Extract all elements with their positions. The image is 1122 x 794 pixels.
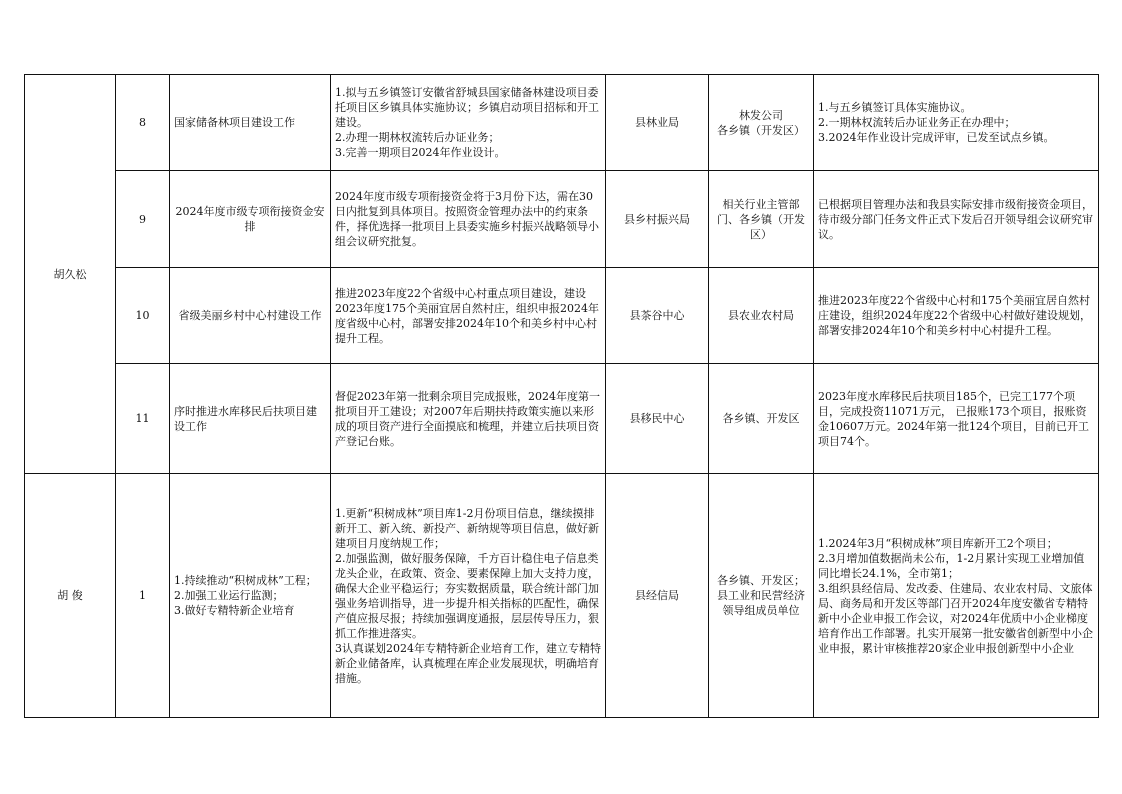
- table-row: [25, 75, 1099, 171]
- cell-line: 2.加强工业运行监测；: [174, 589, 284, 602]
- work-progress-table: [24, 74, 1099, 718]
- lead-unit-cell: [606, 75, 709, 171]
- cell-line: 1.与五乡镇签订具体实施协议。: [818, 101, 972, 114]
- cell-line: 国家储备林项目建设工作: [174, 116, 295, 129]
- table-row: [25, 364, 1099, 474]
- cell-line: 督促2023年第一批剩余项目完成报账，2024年度第一批项目开工建设；对2007年后期扶持政策实施以来形成的项目资产进行全面摸底和梳理，并建立后扶项目资产登记台账。: [335, 389, 600, 448]
- lead-unit-cell: [606, 171, 709, 268]
- item-number-cell: 11: [116, 364, 170, 474]
- cell-line: 2024年度市级专项衔接资金安排: [175, 205, 325, 233]
- cell-line: 县经信局: [635, 589, 679, 602]
- cell-line: 各乡镇（开发区）: [717, 123, 805, 137]
- plan-cell: [331, 268, 606, 364]
- cell-line: 县农业农村局: [728, 309, 794, 322]
- item-number-cell: 8: [116, 75, 170, 171]
- progress-cell: [814, 364, 1099, 474]
- cell-line: 林发公司: [739, 108, 783, 122]
- task-cell: [170, 75, 331, 171]
- cell-line: 各乡镇、开发区: [722, 412, 800, 425]
- task-cell: [170, 474, 331, 718]
- cell-line: 省级美丽乡村中心村建设工作: [178, 309, 322, 322]
- progress-cell: [814, 171, 1099, 268]
- coop-unit-cell: [709, 474, 814, 718]
- cell-line: 2.加强监测，做好服务保障，千方百计稳住电子信息类龙头企业，在政策、资金、要素保障上加大支持力度，确保大企业平稳运行；夯实数据质量，联合统计部门加强业务培训指导，进一步提升相关指标的匹配性，确保产值应报尽报；持续加强调度通报，层层传导压力，狠抓工作推进落实。: [335, 551, 599, 640]
- cell-line: 2.一期林权流转后办证业务正在办理中；: [818, 116, 1016, 129]
- cell-line: 各乡镇、开发区；: [717, 574, 805, 587]
- cell-line: 3认真谋划2024年专精特新企业培育工作，建立专精特新企业储备库，认真梳理在库企业发展现状，明确培育措施。: [335, 641, 601, 685]
- progress-cell: [814, 474, 1099, 718]
- plan-cell: [331, 364, 606, 474]
- responsible-person-cell: 胡久松: [25, 75, 116, 474]
- lead-unit-cell: [606, 268, 709, 364]
- cell-line: 县茶谷中心: [629, 309, 685, 322]
- coop-unit-cell: [709, 268, 814, 364]
- table-row: [25, 474, 1099, 718]
- cell-line: 县乡村振兴局: [624, 212, 690, 226]
- cell-line: 3.组织县经信局、发改委、住建局、农业农村局、文旅体局、商务局和开发区等部门召开2024年度安徽省专精特新中小企业申报工作会议，对2024年优质中小企业梯度培育作出工作部署。扎实开展第一批安徽省创新型中小企业申报，累计审核推荐20家企业申报创新型中小企业: [818, 581, 1093, 655]
- coop-unit-cell: [709, 171, 814, 268]
- cell-line: 2.3月增加值数据尚未公布，1-2月累计实现工业增加值同比增长24.1%，全市第1；: [818, 551, 1085, 580]
- cell-line: 3.2024年作业设计完成评审，已发至试点乡镇。: [818, 131, 1055, 144]
- cell-line: 推进2023年度22个省级中心村重点项目建设，建设2023年度175个美丽宜居自然村庄，组织申报2024年度省级中心村，部署安排2024年10个和美乡村中心村提升工程。: [335, 286, 599, 345]
- task-cell: [170, 364, 331, 474]
- task-cell: [170, 171, 331, 268]
- cell-line: 3.做好专精特新企业培育: [174, 604, 295, 617]
- cell-line: 相关行业主管部门、各乡镇（开发区）: [717, 197, 805, 241]
- coop-unit-cell: [709, 364, 814, 474]
- table-row: [25, 171, 1099, 268]
- cell-line: 2024年度市级专项衔接资金将于3月份下达，需在30日内批复到具体项目。按照资金管理办法中的约束条件，择优选择一批项目上县委实施乡村振兴战略领导小组会议研究批复。: [335, 190, 599, 248]
- cell-line: 1.持续推动“积树成林”工程；: [174, 574, 317, 587]
- plan-cell: [331, 171, 606, 268]
- cell-line: 1.拟与五乡镇签订安徽省舒城县国家储备林建设项目委托项目区乡镇具体实施协议；乡镇启动项目招标和开工建设。: [335, 86, 599, 129]
- responsible-person-cell: 胡 俊: [25, 474, 116, 718]
- cell-line: 县工业和民营经济领导组成员单位: [717, 589, 805, 617]
- cell-line: 1.2024年3月“积树成林”项目库新开工2个项目；: [818, 536, 1058, 550]
- plan-cell: [331, 75, 606, 171]
- cell-line: 1.更新“积树成林”项目库1-2月份项目信息，继续摸排新开工、新入统、新投产、新纳规等项目信息，做好新建项目月度纳规工作；: [335, 506, 599, 550]
- cell-line: 3.完善一期项目2024年作业设计。: [335, 146, 506, 159]
- cell-line: 推进2023年度22个省级中心村和175个美丽宜居自然村庄建设，组织2024年度22个省级中心村做好建设规划，部署安排2024年10个和美乡村中心村提升工程。: [818, 294, 1091, 337]
- coop-unit-cell: [709, 75, 814, 171]
- lead-unit-cell: [606, 474, 709, 718]
- cell-line: 序时推进水库移民后扶项目建设工作: [174, 404, 317, 433]
- item-number-cell: 10: [116, 268, 170, 364]
- task-cell: [170, 268, 331, 364]
- progress-cell: [814, 75, 1099, 171]
- item-number-cell: 1: [116, 474, 170, 718]
- lead-unit-cell: [606, 364, 709, 474]
- cell-line: 2.办理一期林权流转后办证业务；: [335, 131, 500, 144]
- cell-line: 县林业局: [635, 116, 679, 129]
- table-row: [25, 268, 1099, 364]
- cell-line: 县移民中心: [629, 412, 685, 425]
- plan-cell: [331, 474, 606, 718]
- cell-line: 已根据项目管理办法和我县实际安排市级衔接资金项目，待市级分部门任务文件正式下发后召开领导组会议研究审议。: [818, 197, 1093, 241]
- cell-line: 2023年度水库移民后扶项目185个，已完工177个项目，完成投资11071万元， 已报账173个项目，报账资金10607万元。2024年第一批124个项目，目前已开工项目74个。: [818, 389, 1089, 448]
- item-number-cell: 9: [116, 171, 170, 268]
- progress-cell: [814, 268, 1099, 364]
